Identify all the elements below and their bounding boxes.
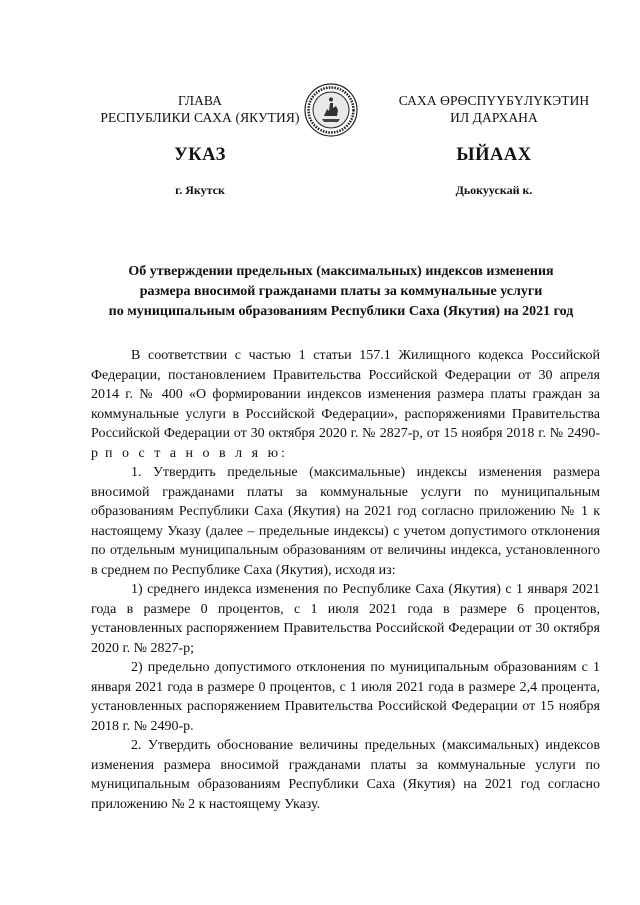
header-left <box>80 92 320 126</box>
coat-of-arms-sakha-icon <box>304 83 358 137</box>
subitem-2-paragraph: 2) предельно допустимого отклонения по муниципальным образованиям с 1 января 2021 года в размере 0 процентов, с 1 июля 2021 года в размере 2,4 процента, установленных распоряжением Правительства Российской Федерации от 15 ноября 2018 г. № 2490-р. <box>91 660 600 734</box>
decree-title <box>82 262 600 322</box>
header-right-line1: САХА ӨРӨСПҮҮБҮЛҮКЭТИН <box>398 93 590 108</box>
doc-type-left: УКАЗ <box>174 145 226 165</box>
preamble-text: В соответствии с частью 1 статьи 157.1 Жилищного кодекса Российской Федерации, постановлением Правительства Российской Федерации от 30 апреля 2014 г. № 400 «О формировании индексов изменения размера платы граждан за коммунальные услуги в Российской Федерации», распоряжениями Правительства Российской Федерации от 30 октября 2020 г. № 2827-р, от 15 ноября 2018 г. № 2490-р <box>91 348 600 461</box>
city-right: Дьокуускай к. <box>455 183 533 197</box>
decree-word: п о с т а н о в л я ю: <box>105 445 288 461</box>
decree-body <box>91 346 600 814</box>
title-line2: размера вносимой гражданами платы за коммунальные услуги <box>139 284 543 299</box>
item-2-paragraph: 2. Утвердить обоснование величины предельных (максимальных) индексов изменения размера вносимой гражданами платы за коммунальные услуги по муниципальным образованиям Республики Саха (Якутия) на 2021 год согласно приложению № 2 к настоящему Указу. <box>91 738 600 812</box>
subitem-1-paragraph: 1) среднего индекса изменения по Республике Саха (Якутия) с 1 января 2021 года в размере 0 процентов, с 1 июля 2021 года в размере 6 процентов, установленных распоряжением Правительства Российской Федерации от 30 октября 2020 г. № 2827-р; <box>91 582 600 656</box>
header-right-line2: ИЛ ДАРХАНА <box>450 110 538 125</box>
header-right <box>378 92 610 126</box>
item-1-paragraph: 1. Утвердить предельные (максимальные) индексы изменения размера вносимой гражданами платы за коммунальные услуги по муниципальным образованиям Республики Саха (Якутия) на 2021 год согласно приложению № 1 к настоящему Указу (далее – предельные индексы) с учетом допустимого отклонения по отдельным муниципальным образованиям от величины индекса, установленного в среднем по Республике Саха (Якутия), исходя из: <box>91 465 600 578</box>
header-left-line2: РЕСПУБЛИКИ САХА (ЯКУТИЯ) <box>100 110 300 125</box>
doc-type-right: ЫЙААХ <box>456 145 532 165</box>
title-line3: по муниципальным образованиям Республики Саха (Якутия) на 2021 год <box>108 304 574 319</box>
title-line1: Об утверждении предельных (максимальных) индексов изменения <box>128 264 554 279</box>
header-left-line1: ГЛАВА <box>177 93 223 108</box>
city-left: г. Якутск <box>175 183 225 197</box>
preamble-paragraph <box>91 346 600 463</box>
